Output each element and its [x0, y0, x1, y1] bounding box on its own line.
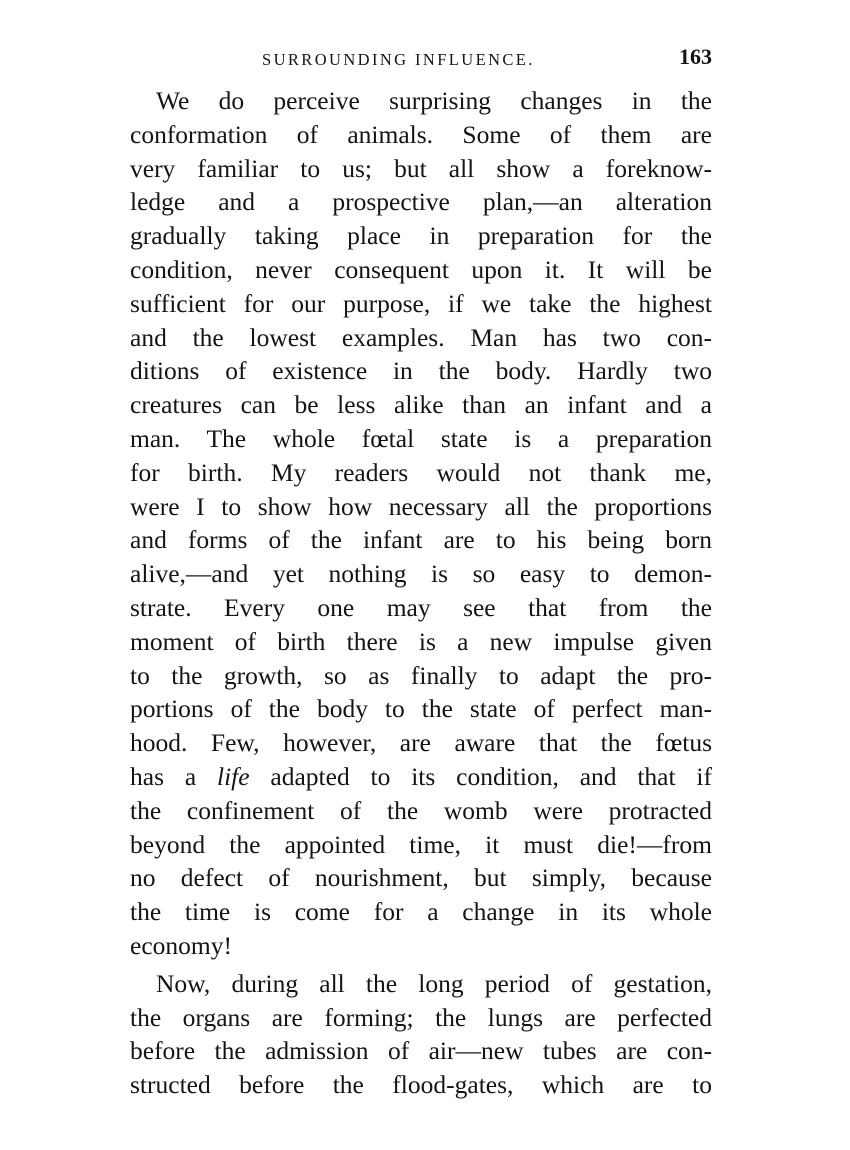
- text-line: to the growth, so as finally to adapt the pro-: [130, 660, 712, 690]
- text-line: man. The whole fœtal state is a preparation: [130, 423, 712, 453]
- text-line: hood. Few, however, are aware that the fœtus: [130, 728, 712, 758]
- text-line: sufficient for our purpose, if we take the highest: [130, 288, 712, 318]
- page-number: 163: [679, 44, 712, 69]
- text-line: moment of birth there is a new impulse given: [130, 626, 712, 656]
- text-segment: has a: [130, 761, 217, 791]
- text-line: and the lowest examples. Man has two con-: [130, 322, 712, 352]
- text-line: before the admission of air—new tubes are con-: [130, 1036, 712, 1066]
- text-line: the confinement of the womb were protracted: [130, 795, 712, 825]
- text-line: gradually taking place in preparation for the: [130, 221, 712, 251]
- text-line: structed before the flood-gates, which are to: [130, 1070, 712, 1100]
- text-line: [130, 760, 712, 794]
- running-head: [130, 44, 712, 74]
- text-line: creatures can be less alike than an infant and a: [130, 390, 712, 420]
- text-line: and forms of the infant are to his being born: [130, 525, 712, 555]
- text-line: the time is come for a change in its whole: [130, 897, 712, 927]
- text-line: very familiar to us; but all show a foreknow-: [130, 153, 712, 183]
- paragraph: [130, 84, 712, 963]
- running-title: SURROUNDING INFLUENCE.: [262, 50, 535, 69]
- text-line: alive,—and yet nothing is so easy to demon-: [130, 559, 712, 589]
- text-line: ditions of existence in the body. Hardly two: [130, 356, 712, 386]
- text-line: were I to show how necessary all the proportions: [130, 491, 712, 521]
- text-line: beyond the appointed time, it must die!—from: [130, 829, 712, 859]
- italic-word: life: [217, 761, 250, 791]
- text-line: no defect of nourishment, but simply, because: [130, 863, 712, 893]
- text-line: conformation of animals. Some of them are: [130, 119, 712, 149]
- text-line: ledge and a prospective plan,—an alteration: [130, 187, 712, 217]
- text-line: condition, never consequent upon it. It will be: [130, 254, 712, 284]
- text-line: We do perceive surprising changes in the: [156, 86, 712, 115]
- text-line: portions of the body to the state of perfect man-: [130, 694, 712, 724]
- text-line: for birth. My readers would not thank me,: [130, 457, 712, 487]
- text-line: Now, during all the long period of gestation,: [156, 968, 712, 998]
- body-text: [130, 84, 712, 1102]
- text-segment: adapted to its condition, and that if: [249, 761, 712, 791]
- text-line: economy!: [130, 930, 232, 960]
- text-line: the organs are forming; the lungs are perfected: [130, 1002, 712, 1032]
- text-line: strate. Every one may see that from the: [130, 592, 712, 622]
- paragraph: [130, 967, 712, 1102]
